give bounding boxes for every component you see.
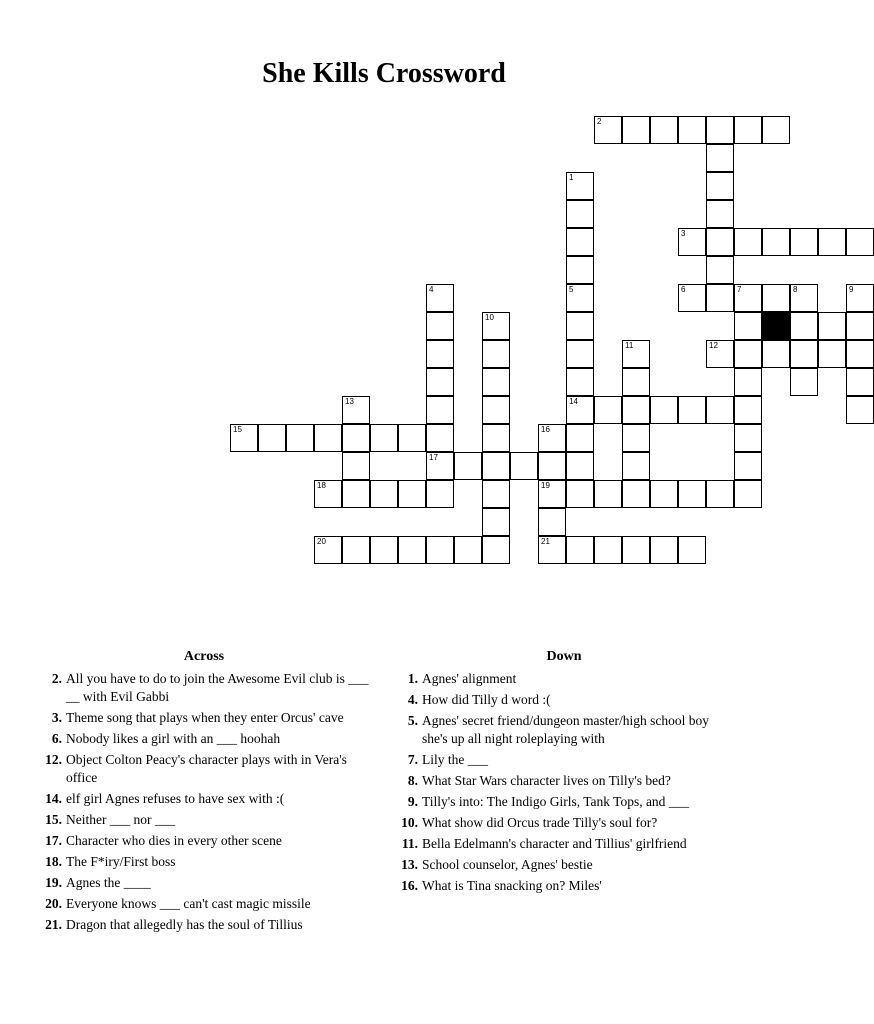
clue-text: Lily the ___ — [422, 752, 488, 767]
grid-cell[interactable] — [734, 396, 762, 424]
clue-text: What show did Orcus trade Tilly's soul for? — [422, 815, 658, 830]
clue-number: 12 — [709, 341, 718, 350]
clue-number: 4. — [407, 692, 418, 707]
grid-cell[interactable] — [594, 480, 622, 508]
grid-cell[interactable] — [622, 480, 650, 508]
grid-cell[interactable] — [846, 312, 874, 340]
page-title: She Kills Crossword — [262, 58, 506, 89]
grid-cell[interactable] — [566, 424, 594, 452]
down-clue — [394, 751, 734, 769]
grid-cell[interactable] — [314, 480, 342, 508]
clue-number: 11 — [625, 341, 634, 350]
grid-cell[interactable] — [846, 284, 874, 312]
down-heading: Down — [546, 649, 582, 664]
grid-cell[interactable] — [678, 536, 706, 564]
grid-cell[interactable] — [538, 424, 566, 452]
grid-cell[interactable] — [426, 452, 454, 480]
grid-cell[interactable] — [538, 508, 566, 536]
grid-cell[interactable] — [734, 452, 762, 480]
grid-cell[interactable] — [650, 396, 678, 424]
clue-number: 2 — [597, 117, 602, 126]
grid-cell[interactable] — [426, 396, 454, 424]
grid-cell[interactable] — [370, 480, 398, 508]
down-clue — [394, 793, 734, 811]
clue-text: Nobody likes a girl with an ___ hoohah — [66, 731, 281, 746]
grid-cell[interactable] — [790, 228, 818, 256]
grid-cell[interactable] — [734, 340, 762, 368]
grid-cell[interactable] — [650, 116, 678, 144]
clue-number: 21. — [45, 917, 62, 932]
grid-cell[interactable] — [594, 536, 622, 564]
down-clue — [394, 772, 734, 790]
clue-number: 17. — [45, 833, 62, 848]
grid-cell[interactable] — [454, 536, 482, 564]
clue-text: The F*iry/First boss — [66, 854, 176, 869]
clue-number: 15 — [233, 425, 242, 434]
clue-number: 8. — [407, 773, 418, 788]
grid-cell[interactable] — [482, 536, 510, 564]
grid-cell[interactable] — [678, 480, 706, 508]
clue-text: Agnes' alignment — [422, 671, 517, 686]
clue-number: 1 — [569, 173, 574, 182]
clue-number: 14. — [45, 791, 62, 806]
clue-text: Agnes' secret friend/dungeon master/high school boy she's up all night roleplaying with — [422, 713, 709, 746]
clue-text: Character who dies in every other scene — [66, 833, 282, 848]
grid-cell[interactable] — [370, 536, 398, 564]
clue-text: All you have to do to join the Awesome Evil club is ___ __ with Evil Gabbi — [66, 671, 369, 704]
grid-cell[interactable] — [594, 396, 622, 424]
grid-cell[interactable] — [482, 340, 510, 368]
clue-text: Tilly's into: The Indigo Girls, Tank Tops, and ___ — [422, 794, 690, 809]
grid-cell[interactable] — [622, 116, 650, 144]
grid-cell[interactable] — [706, 228, 734, 256]
down-clue — [394, 670, 734, 688]
clue-number: 2. — [51, 671, 62, 686]
grid-cell[interactable] — [706, 396, 734, 424]
clue-number: 13 — [345, 397, 354, 406]
clue-number: 18 — [317, 481, 326, 490]
grid-cell[interactable] — [706, 340, 734, 368]
grid-cell[interactable] — [482, 368, 510, 396]
clue-number: 19 — [541, 481, 550, 490]
grid-cell[interactable] — [706, 480, 734, 508]
grid-cell[interactable] — [622, 424, 650, 452]
grid-cell[interactable] — [678, 396, 706, 424]
clue-text: Everyone knows ___ can't cast magic missile — [66, 896, 311, 911]
clue-number: 4 — [429, 285, 434, 294]
grid-cell[interactable] — [650, 480, 678, 508]
grid-cell[interactable] — [482, 508, 510, 536]
grid-cell[interactable] — [538, 452, 566, 480]
grid-cell[interactable] — [230, 424, 258, 452]
down-clue — [394, 691, 734, 709]
clue-text: What is Tina snacking on? Miles' — [422, 878, 602, 893]
down-clue — [394, 814, 734, 832]
clue-number: 19. — [45, 875, 62, 890]
grid-cell[interactable] — [566, 368, 594, 396]
grid-cell[interactable] — [426, 284, 454, 312]
across-clue — [38, 670, 370, 706]
grid-cell[interactable] — [678, 284, 706, 312]
grid-cell[interactable] — [818, 312, 846, 340]
grid-cell[interactable] — [818, 340, 846, 368]
grid-cell[interactable] — [454, 452, 482, 480]
grid-cell[interactable] — [734, 228, 762, 256]
across-clue — [38, 895, 370, 913]
grid-cell[interactable] — [790, 340, 818, 368]
grid-cell[interactable] — [510, 452, 538, 480]
clue-number: 21 — [541, 537, 550, 546]
grid-cell[interactable] — [622, 452, 650, 480]
grid-cell[interactable] — [622, 536, 650, 564]
clue-number: 7 — [737, 285, 742, 294]
grid-cell[interactable] — [566, 228, 594, 256]
clue-number: 6 — [681, 285, 686, 294]
grid-cell[interactable] — [846, 228, 874, 256]
clue-number: 1. — [407, 671, 418, 686]
grid-cell[interactable] — [482, 452, 510, 480]
grid-cell[interactable] — [286, 424, 314, 452]
across-clues — [38, 648, 370, 937]
grid-cell[interactable] — [398, 480, 426, 508]
down-clue — [394, 712, 734, 748]
grid-cell[interactable] — [622, 340, 650, 368]
grid-cell[interactable] — [426, 312, 454, 340]
clue-number: 17 — [429, 453, 438, 462]
across-clue — [38, 916, 370, 934]
grid-cell[interactable] — [734, 480, 762, 508]
grid-cell[interactable] — [258, 424, 286, 452]
grid-cell[interactable] — [790, 284, 818, 312]
clue-number: 10. — [401, 815, 418, 830]
clue-text: How did Tilly d word :( — [422, 692, 551, 707]
grid-cell[interactable] — [566, 452, 594, 480]
grid-cell[interactable] — [426, 536, 454, 564]
across-clue — [38, 811, 370, 829]
grid-cell[interactable] — [622, 396, 650, 424]
grid-cell[interactable] — [818, 228, 846, 256]
grid-cell[interactable] — [706, 200, 734, 228]
grid-cell-black — [762, 312, 790, 340]
clue-text: Agnes the ____ — [66, 875, 151, 890]
grid-cell[interactable] — [762, 284, 790, 312]
down-clue — [394, 877, 734, 895]
grid-cell[interactable] — [342, 480, 370, 508]
clue-number: 12. — [45, 752, 62, 767]
grid-cell[interactable] — [706, 172, 734, 200]
grid-cell[interactable] — [846, 340, 874, 368]
grid-cell[interactable] — [314, 424, 342, 452]
grid-cell[interactable] — [650, 536, 678, 564]
grid-cell[interactable] — [566, 340, 594, 368]
clue-text: Theme song that plays when they enter Orcus' cave — [66, 710, 344, 725]
grid-cell[interactable] — [566, 480, 594, 508]
clue-number: 14 — [569, 397, 578, 406]
grid-cell[interactable] — [594, 116, 622, 144]
clue-number: 9. — [407, 794, 418, 809]
grid-cell[interactable] — [426, 424, 454, 452]
clue-number: 10 — [485, 313, 494, 322]
grid-cell[interactable] — [706, 256, 734, 284]
grid-cell[interactable] — [398, 536, 426, 564]
across-clue — [38, 751, 370, 787]
grid-cell[interactable] — [482, 312, 510, 340]
clue-number: 20 — [317, 537, 326, 546]
clue-text: elf girl Agnes refuses to have sex with :( — [66, 791, 285, 806]
grid-cell[interactable] — [734, 116, 762, 144]
clue-number: 5. — [407, 713, 418, 728]
across-heading: Across — [183, 649, 225, 664]
clue-number: 5 — [569, 285, 574, 294]
clue-text: Dragon that allegedly has the soul of Tillius — [66, 917, 303, 932]
grid-cell[interactable] — [734, 368, 762, 396]
grid-cell[interactable] — [426, 368, 454, 396]
grid-cell[interactable] — [706, 116, 734, 144]
grid-cell[interactable] — [566, 284, 594, 312]
grid-cell[interactable] — [734, 424, 762, 452]
grid-cell[interactable] — [566, 536, 594, 564]
grid-cell[interactable] — [342, 536, 370, 564]
across-clue — [38, 790, 370, 808]
across-clue — [38, 730, 370, 748]
grid-cell[interactable] — [678, 228, 706, 256]
across-clue — [38, 874, 370, 892]
clue-number: 16. — [401, 878, 418, 893]
clue-number: 9 — [849, 285, 854, 294]
grid-cell[interactable] — [622, 368, 650, 396]
grid-cell[interactable] — [342, 452, 370, 480]
clue-number: 7. — [407, 752, 418, 767]
clue-number: 8 — [793, 285, 798, 294]
clue-text: Neither ___ nor ___ — [66, 812, 176, 827]
clue-number: 15. — [45, 812, 62, 827]
grid-cell[interactable] — [762, 228, 790, 256]
grid-cell[interactable] — [398, 424, 426, 452]
clue-text: School counselor, Agnes' bestie — [422, 857, 593, 872]
across-clue — [38, 709, 370, 727]
grid-cell[interactable] — [426, 340, 454, 368]
grid-cell[interactable] — [790, 312, 818, 340]
clue-number: 16 — [541, 425, 550, 434]
clue-number: 20. — [45, 896, 62, 911]
grid-cell[interactable] — [342, 424, 370, 452]
grid-cell[interactable] — [370, 424, 398, 452]
grid-cell[interactable] — [538, 480, 566, 508]
clue-text: What Star Wars character lives on Tilly's bed? — [422, 773, 671, 788]
grid-cell[interactable] — [734, 312, 762, 340]
clue-number: 18. — [45, 854, 62, 869]
clue-text: Bella Edelmann's character and Tillius' girlfriend — [422, 836, 687, 851]
clue-number: 13. — [401, 857, 418, 872]
grid-cell[interactable] — [734, 284, 762, 312]
grid-cell[interactable] — [482, 424, 510, 452]
grid-cell[interactable] — [790, 368, 818, 396]
grid-cell[interactable] — [482, 396, 510, 424]
grid-cell[interactable] — [426, 480, 454, 508]
across-clue — [38, 853, 370, 871]
clue-number: 3. — [51, 710, 62, 725]
grid-cell[interactable] — [846, 368, 874, 396]
grid-cell[interactable] — [706, 284, 734, 312]
clue-number: 6. — [51, 731, 62, 746]
grid-cell[interactable] — [762, 116, 790, 144]
clue-text: Object Colton Peacy's character plays with in Vera's office — [66, 752, 347, 785]
grid-cell[interactable] — [706, 144, 734, 172]
grid-cell[interactable] — [678, 116, 706, 144]
down-clue — [394, 856, 734, 874]
grid-cell[interactable] — [566, 312, 594, 340]
down-clue — [394, 835, 734, 853]
grid-cell[interactable] — [482, 480, 510, 508]
grid-cell[interactable] — [566, 256, 594, 284]
grid-cell[interactable] — [342, 396, 370, 424]
grid-cell[interactable] — [846, 396, 874, 424]
grid-cell[interactable] — [566, 396, 594, 424]
grid-cell[interactable] — [566, 172, 594, 200]
clue-number: 11. — [401, 836, 418, 851]
grid-cell[interactable] — [762, 340, 790, 368]
grid-cell[interactable] — [538, 536, 566, 564]
clue-number: 3 — [681, 229, 686, 238]
grid-cell[interactable] — [314, 536, 342, 564]
across-clue — [38, 832, 370, 850]
down-clues — [394, 648, 734, 898]
grid-cell[interactable] — [566, 200, 594, 228]
